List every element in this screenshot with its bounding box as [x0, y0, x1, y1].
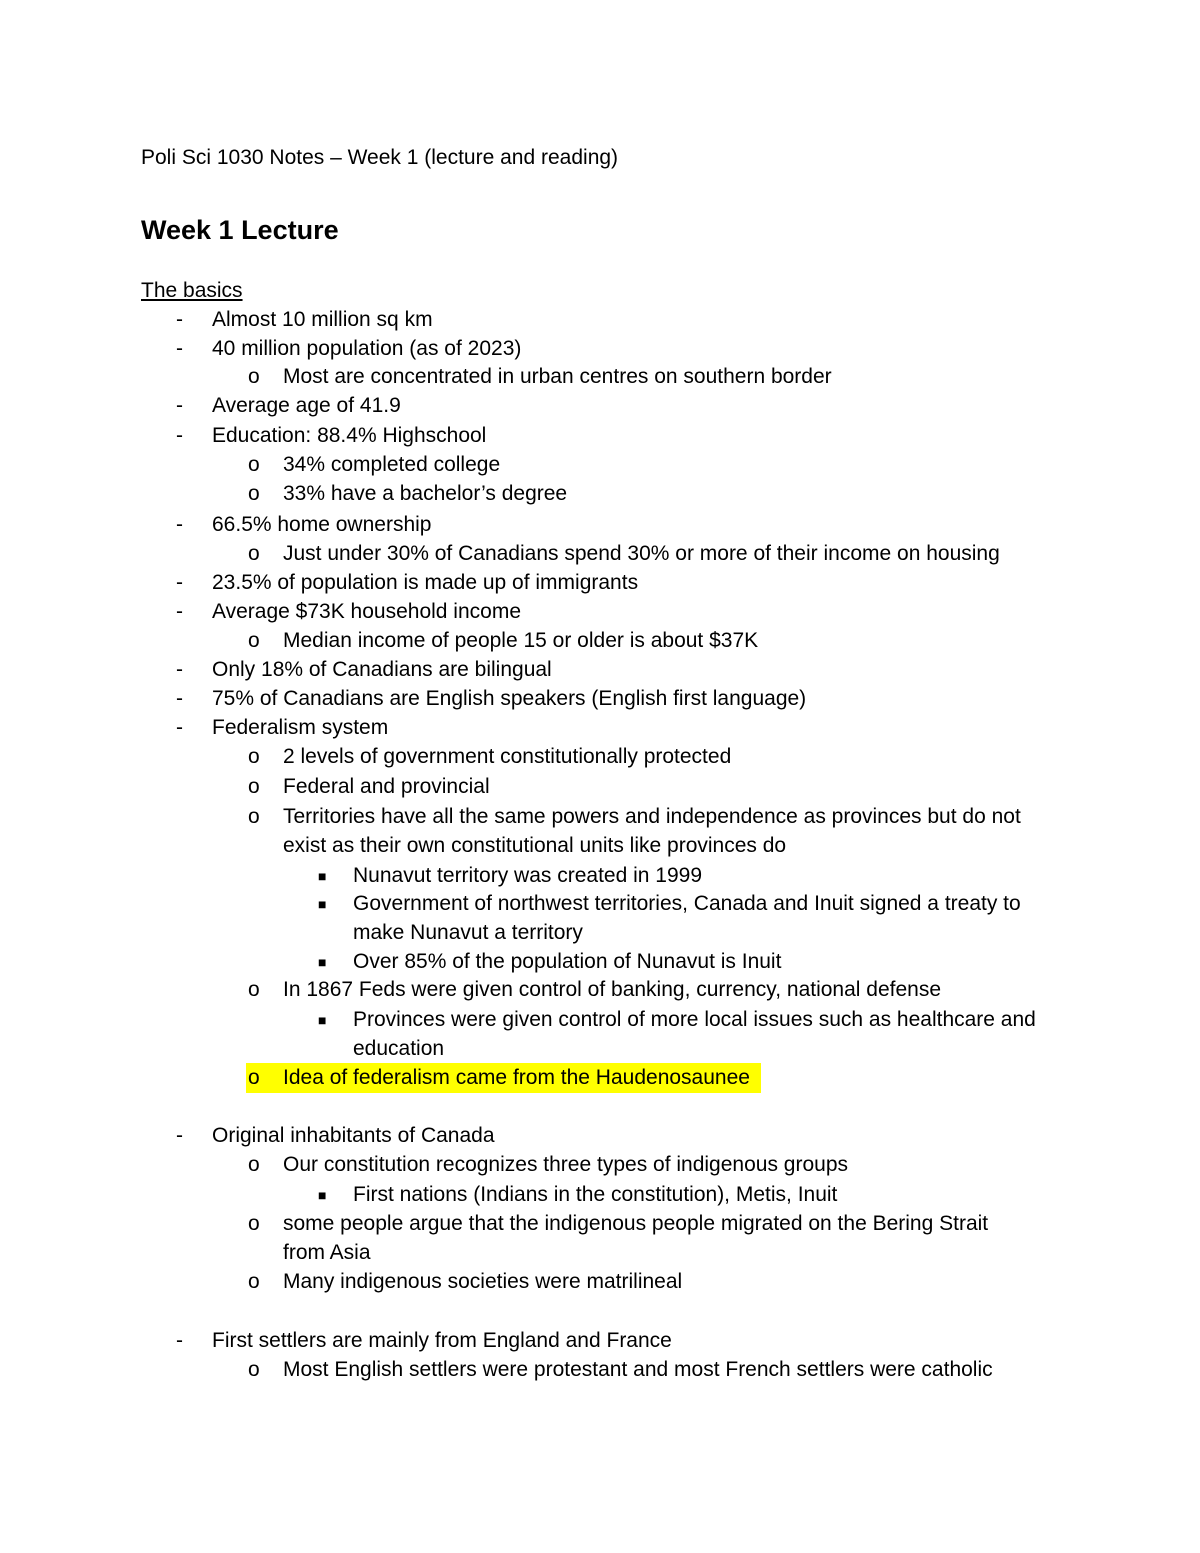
circle-bullet: o [248, 1153, 260, 1176]
section-heading: Week 1 Lecture [141, 215, 339, 245]
dash-bullet: - [176, 1124, 183, 1147]
subheading: The basics [141, 279, 243, 302]
circle-bullet: o [248, 482, 260, 505]
square-bullet: ■ [318, 868, 327, 884]
dash-bullet: - [176, 308, 183, 331]
note-line: Original inhabitants of Canada [212, 1124, 495, 1147]
note-line: 66.5% home ownership [212, 513, 432, 536]
note-line: Over 85% of the population of Nunavut is Inuit [353, 950, 782, 973]
note-line: Only 18% of Canadians are bilingual [212, 658, 552, 681]
dash-bullet: - [176, 424, 183, 447]
dash-bullet: - [176, 600, 183, 623]
note-line: Most English settlers were protestant and most French settlers were catholic [283, 1358, 993, 1381]
note-line: Territories have all the same powers and independence as provinces but do not [283, 805, 1021, 828]
note-line: First nations (Indians in the constitution), Metis, Inuit [353, 1183, 838, 1206]
dash-bullet: - [176, 513, 183, 536]
note-line: Average age of 41.9 [212, 394, 401, 417]
note-line: 33% have a bachelor’s degree [283, 482, 568, 505]
note-line: Just under 30% of Canadians spend 30% or more of their income on housing [283, 542, 1000, 565]
note-line: Nunavut territory was created in 1999 [353, 864, 703, 887]
note-line: 2 levels of government constitutionally protected [283, 745, 732, 768]
circle-bullet: o [248, 1270, 260, 1293]
note-line: 23.5% of population is made up of immigrants [212, 571, 639, 594]
note-line: 34% completed college [283, 453, 501, 476]
note-line: make Nunavut a territory [353, 921, 583, 944]
circle-bullet: o [248, 1212, 260, 1235]
dash-bullet: - [176, 337, 183, 360]
circle-bullet: o [248, 453, 260, 476]
note-line: Government of northwest territories, Canada and Inuit signed a treaty to [353, 892, 1021, 915]
note-line: exist as their own constitutional units like provinces do [283, 834, 787, 857]
note-line: Federal and provincial [283, 775, 490, 798]
square-bullet: ■ [318, 896, 327, 912]
square-bullet: ■ [318, 1012, 327, 1028]
note-line: 75% of Canadians are English speakers (English first language) [212, 687, 807, 710]
document-title: Poli Sci 1030 Notes – Week 1 (lecture and reading) [141, 146, 619, 169]
dash-bullet: - [176, 571, 183, 594]
circle-bullet: o [248, 775, 260, 798]
dash-bullet: - [176, 658, 183, 681]
circle-bullet: o [248, 1358, 260, 1381]
circle-bullet: o [248, 542, 260, 565]
note-line: Federalism system [212, 716, 389, 739]
note-line: from Asia [283, 1241, 371, 1264]
circle-bullet: o [248, 805, 260, 828]
note-line: Most are concentrated in urban centres on southern border [283, 365, 832, 388]
dash-bullet: - [176, 394, 183, 417]
note-line: Many indigenous societies were matrilineal [283, 1270, 683, 1293]
square-bullet: ■ [318, 954, 327, 970]
circle-bullet: o [248, 745, 260, 768]
note-line: Our constitution recognizes three types of indigenous groups [283, 1153, 849, 1176]
dash-bullet: - [176, 687, 183, 710]
note-line: In 1867 Feds were given control of banking, currency, national defense [283, 978, 942, 1001]
note-line: 40 million population (as of 2023) [212, 337, 522, 360]
note-line: Average $73K household income [212, 600, 522, 623]
circle-bullet: o [248, 1066, 260, 1089]
note-line: Almost 10 million sq km [212, 308, 433, 331]
note-line: some people argue that the indigenous people migrated on the Bering Strait [283, 1212, 989, 1235]
dash-bullet: - [176, 1329, 183, 1352]
note-line: Median income of people 15 or older is about $37K [283, 629, 759, 652]
dash-bullet: - [176, 716, 183, 739]
circle-bullet: o [248, 365, 260, 388]
note-line: Education: 88.4% Highschool [212, 424, 487, 447]
note-line: education [353, 1037, 445, 1060]
note-line: Provinces were given control of more local issues such as healthcare and [353, 1008, 1036, 1031]
circle-bullet: o [248, 978, 260, 1001]
note-line: First settlers are mainly from England and France [212, 1329, 672, 1352]
highlighted-note-line: Idea of federalism came from the Haudenosaunee [283, 1066, 750, 1089]
circle-bullet: o [248, 629, 260, 652]
square-bullet: ■ [318, 1187, 327, 1203]
